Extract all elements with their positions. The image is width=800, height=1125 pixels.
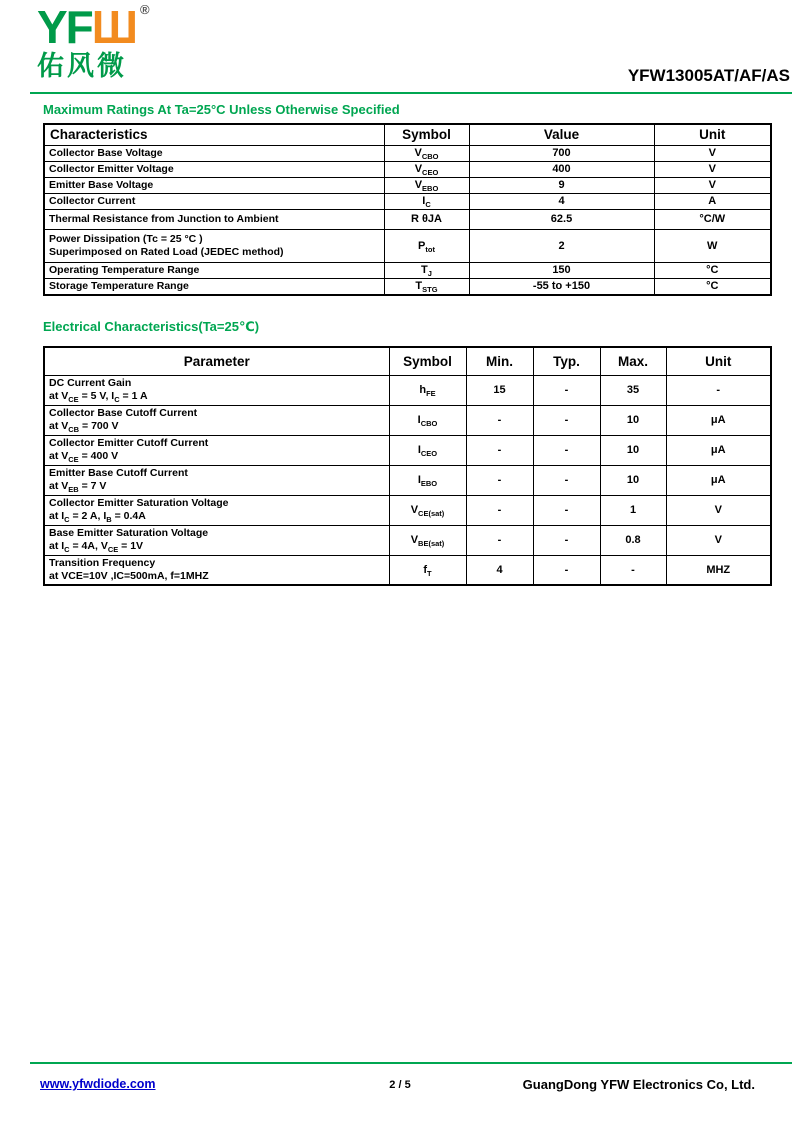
column-header: Min. (466, 347, 533, 375)
column-header: Characteristics (44, 124, 384, 145)
table-row (44, 278, 771, 295)
value-cell: $I_{CEO}$ (389, 435, 466, 465)
value-cell: - (466, 525, 533, 555)
value-cell: $V_{CE(sat)}$ (389, 495, 466, 525)
value-cell: μA (666, 405, 771, 435)
column-header: Unit (666, 347, 771, 375)
yfw-logo (37, 1, 150, 81)
value-cell: - (666, 375, 771, 405)
value-cell: $I_{EBO}$ (389, 465, 466, 495)
table-row (44, 375, 771, 405)
website-link[interactable]: www.yfwdiode.com (40, 1077, 156, 1091)
parameter-cell: Base Emitter Saturation Voltage at $I_C = 4A$, $V_{CE} = 1V$ (44, 525, 389, 555)
electrical-characteristics-table (43, 346, 772, 586)
value-cell: °C/W (654, 209, 771, 229)
value-cell: $P_{tot}$ (384, 229, 469, 262)
value-cell: V (666, 525, 771, 555)
table-row (44, 405, 771, 435)
value-cell: V (654, 177, 771, 193)
value-cell: - (466, 405, 533, 435)
page-number: 2 / 5 (389, 1079, 411, 1091)
registered-trademark-icon: ® (140, 2, 150, 17)
value-cell: $T_J$ (384, 262, 469, 278)
value-cell: 15 (466, 375, 533, 405)
value-cell: $I_C$ (384, 193, 469, 209)
table-row (44, 465, 771, 495)
column-header: Value (469, 124, 654, 145)
value-cell: °C (654, 278, 771, 295)
table-header-row (44, 347, 771, 375)
value-cell: - (533, 525, 600, 555)
value-cell: 9 (469, 177, 654, 193)
header-divider (30, 92, 792, 94)
value-cell: 1 (600, 495, 666, 525)
parameter-cell: Collector Emitter Voltage (44, 161, 384, 177)
value-cell: A (654, 193, 771, 209)
parameter-cell: Storage Temperature Range (44, 278, 384, 295)
value-cell: μA (666, 435, 771, 465)
footer-divider (30, 1062, 792, 1064)
value-cell: V (654, 145, 771, 161)
value-cell: $V_{EBO}$ (384, 177, 469, 193)
value-cell: V (654, 161, 771, 177)
value-cell: 35 (600, 375, 666, 405)
parameter-cell: Collector Emitter Cutoff Current at $V_{CE} = 400$ V (44, 435, 389, 465)
table-row (44, 262, 771, 278)
logo-w-glyph: Ш (91, 1, 137, 53)
value-cell: 4 (469, 193, 654, 209)
parameter-cell: Collector Base Cutoff Current at $V_{CB} = 700$ V (44, 405, 389, 435)
value-cell: $f_T$ (389, 555, 466, 585)
table-row (44, 525, 771, 555)
value-cell: 700 (469, 145, 654, 161)
table-row (44, 495, 771, 525)
value-cell: MHZ (666, 555, 771, 585)
value-cell: $T_{STG}$ (384, 278, 469, 295)
value-cell: 10 (600, 405, 666, 435)
parameter-cell: Collector Base Voltage (44, 145, 384, 161)
value-cell: 10 (600, 465, 666, 495)
value-cell: R θJA (384, 209, 469, 229)
parameter-cell: DC Current Gain at $V_{CE} = 5$ V, $I_C = 1$ A (44, 375, 389, 405)
value-cell: - (600, 555, 666, 585)
value-cell: - (533, 375, 600, 405)
value-cell: - (466, 465, 533, 495)
table-row (44, 435, 771, 465)
value-cell: 150 (469, 262, 654, 278)
value-cell: $h_{FE}$ (389, 375, 466, 405)
parameter-cell: Emitter Base Cutoff Current at $V_{EB} = 7$ V (44, 465, 389, 495)
table-row (44, 555, 771, 585)
value-cell: -55 to +150 (469, 278, 654, 295)
column-header: Max. (600, 347, 666, 375)
table-row (44, 145, 771, 161)
company-name: GuangDong YFW Electronics Co, Ltd. (522, 1077, 755, 1092)
value-cell: $V_{CEO}$ (384, 161, 469, 177)
table-row (44, 177, 771, 193)
value-cell: 2 (469, 229, 654, 262)
parameter-cell: Collector Emitter Saturation Voltage at $I_C = 2$ A, $I_B = 0.4A$ (44, 495, 389, 525)
column-header: Symbol (389, 347, 466, 375)
value-cell: μA (666, 465, 771, 495)
logo-text-yf: YF (37, 1, 92, 53)
logo-chinese-name: 佑风微 (37, 50, 127, 81)
parameter-cell: Power Dissipation (Tc = 25 °C ) Superimposed on Rated Load (JEDEC method) (44, 229, 384, 262)
parameter-cell: Operating Temperature Range (44, 262, 384, 278)
value-cell: - (466, 495, 533, 525)
parameter-cell: Emitter Base Voltage (44, 177, 384, 193)
table-row (44, 161, 771, 177)
value-cell: 400 (469, 161, 654, 177)
table-row (44, 209, 771, 229)
value-cell: - (533, 435, 600, 465)
value-cell: - (466, 435, 533, 465)
value-cell: - (533, 555, 600, 585)
value-cell: $V_{BE(sat)}$ (389, 525, 466, 555)
column-header: Typ. (533, 347, 600, 375)
column-header: Parameter (44, 347, 389, 375)
parameter-cell: Thermal Resistance from Junction to Ambient (44, 209, 384, 229)
value-cell: W (654, 229, 771, 262)
value-cell: 0.8 (600, 525, 666, 555)
logo-wordmark (37, 1, 150, 53)
value-cell: - (533, 495, 600, 525)
table-header-row (44, 124, 771, 145)
column-header: Symbol (384, 124, 469, 145)
value-cell: 10 (600, 435, 666, 465)
value-cell: $V_{CBO}$ (384, 145, 469, 161)
max-ratings-heading: Maximum Ratings At Ta=25°C Unless Otherwise Specified (43, 102, 400, 117)
column-header: Unit (654, 124, 771, 145)
parameter-cell: Collector Current (44, 193, 384, 209)
electrical-characteristics-heading: Electrical Characteristics(Ta=25℃) (43, 319, 260, 334)
value-cell: V (666, 495, 771, 525)
value-cell: °C (654, 262, 771, 278)
max-ratings-table (43, 123, 772, 296)
value-cell: 4 (466, 555, 533, 585)
part-number-title: YFW13005AT/AF/AS (627, 66, 790, 85)
value-cell: 62.5 (469, 209, 654, 229)
parameter-cell: Transition Frequency at VCE=10V ,IC=500mA, f=1MHZ (44, 555, 389, 585)
table-row (44, 229, 771, 262)
value-cell: - (533, 465, 600, 495)
table-row (44, 193, 771, 209)
value-cell: - (533, 405, 600, 435)
value-cell: $I_{CBO}$ (389, 405, 466, 435)
